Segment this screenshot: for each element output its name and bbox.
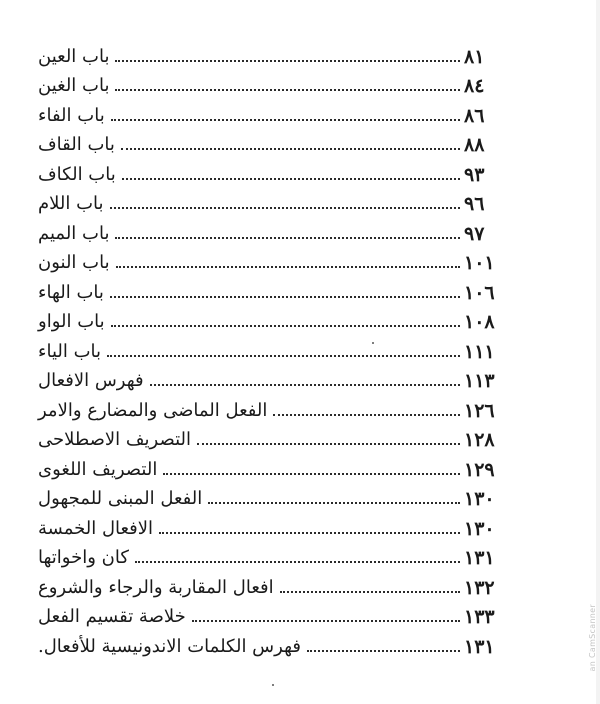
- toc-entry-title: باب اللام: [38, 193, 104, 214]
- toc-entry-title: باب القاف: [38, 134, 115, 155]
- dot-leader: [111, 325, 460, 327]
- toc-entry-page: ١٠٨: [464, 311, 495, 333]
- toc-entry: [34, 186, 522, 216]
- dot-leader: [163, 473, 460, 475]
- toc-entry: [34, 97, 522, 127]
- toc-entry: [34, 392, 522, 422]
- toc-entry: [34, 451, 522, 481]
- toc-entry-page: ١٣٠: [464, 488, 495, 510]
- toc-entry: [34, 38, 522, 68]
- toc-entry-page: ١٣٠: [464, 517, 495, 540]
- toc-entry-page: ١٢٨: [464, 429, 495, 451]
- dot-leader: [110, 296, 460, 298]
- dot-leader: [150, 384, 460, 386]
- toc-entry: [34, 304, 522, 334]
- toc-entry-page: ١٠٦: [464, 281, 495, 304]
- toc-entry: [34, 333, 522, 363]
- toc-entry: [34, 68, 522, 98]
- toc-entry-page: ١٣١: [464, 635, 495, 658]
- dot-leader: [192, 620, 460, 622]
- dot-leader: [115, 237, 460, 239]
- scanner-watermark: an CamScanner: [588, 604, 597, 672]
- toc-entry-title: باب الهاء: [38, 281, 104, 303]
- toc-entry-page: ٨٨: [464, 134, 485, 156]
- dot-leader: [111, 119, 460, 121]
- toc-entry-title: التصريف الاصطلاحى: [38, 429, 192, 450]
- scan-speck: [272, 684, 274, 686]
- toc-entry-title: خلاصة تقسيم الفعل: [38, 606, 186, 627]
- toc-entry-title: الفعل الماضى والمضارع والامر: [38, 399, 268, 421]
- toc-entry: [34, 569, 522, 599]
- toc-entry-page: ١٢٦: [464, 399, 495, 422]
- toc-entry: [34, 156, 522, 186]
- toc-entry: [34, 127, 522, 157]
- toc-entry-page: ١٢٩: [464, 458, 495, 481]
- toc-entry: [34, 628, 522, 658]
- toc-entry-page: ١٣١: [464, 547, 495, 569]
- toc-entry: [34, 274, 522, 304]
- table-of-contents: [34, 38, 522, 658]
- toc-entry-page: ١٠١: [464, 252, 495, 274]
- dot-leader: [307, 650, 460, 652]
- toc-entry-title: فهرس الافعال: [38, 370, 144, 391]
- dot-leader: [115, 89, 460, 91]
- dot-leader: [135, 561, 460, 563]
- toc-entry-page: ٨١: [464, 45, 485, 68]
- toc-entry: [34, 215, 522, 245]
- dot-leader: [115, 60, 460, 62]
- dot-leader: [122, 178, 460, 180]
- toc-entry-page: ١٣٢: [464, 576, 495, 599]
- toc-entry-title: باب الياء: [38, 340, 102, 362]
- toc-entry-title: افعال المقاربة والرجاء والشروع: [38, 576, 274, 598]
- toc-entry: [34, 363, 522, 393]
- toc-entry-page: ٩٣: [464, 163, 485, 186]
- toc-entry-title: فهرس الكلمات الاندونيسية للأفعال.: [38, 635, 301, 657]
- dot-leader: [197, 443, 460, 445]
- toc-entry: [34, 510, 522, 540]
- toc-entry-page: ١١١: [464, 340, 495, 363]
- toc-entry-title: باب الواو: [38, 311, 105, 332]
- toc-entry-title: الفعل المبنى للمجهول: [38, 488, 203, 509]
- dot-leader: [116, 266, 460, 268]
- toc-entry-title: التصريف اللغوى: [38, 458, 158, 480]
- dot-leader: [107, 355, 460, 357]
- dot-leader: [280, 591, 460, 593]
- toc-entry-page: ٨٤: [464, 75, 485, 97]
- scan-speck: [372, 342, 374, 344]
- toc-entry-page: ٨٦: [464, 104, 485, 127]
- toc-entry: [34, 245, 522, 275]
- toc-entry-title: باب النون: [38, 252, 110, 273]
- toc-entry: [34, 599, 522, 629]
- dot-leader: [159, 532, 460, 534]
- toc-entry: [34, 540, 522, 570]
- dot-leader: [208, 502, 460, 504]
- toc-entry-title: باب العين: [38, 45, 110, 67]
- toc-entry-title: باب الكاف: [38, 163, 116, 185]
- toc-entry-title: باب الفاء: [38, 104, 105, 126]
- toc-entry-page: ١٣٣: [464, 606, 495, 628]
- toc-entry-page: ١١٣: [464, 370, 495, 392]
- toc-entry-title: كان واخواتها: [38, 547, 129, 568]
- toc-entry: [34, 422, 522, 452]
- toc-entry-title: باب الميم: [38, 222, 110, 244]
- toc-entry-page: ٩٧: [464, 222, 485, 245]
- toc-entry-page: ٩٦: [464, 193, 485, 215]
- dot-leader: [110, 207, 460, 209]
- dot-leader: [121, 148, 460, 150]
- toc-entry-title: الافعال الخمسة: [38, 517, 154, 539]
- toc-entry: [34, 481, 522, 511]
- toc-entry-title: باب الغين: [38, 75, 110, 96]
- dot-leader: [273, 414, 460, 416]
